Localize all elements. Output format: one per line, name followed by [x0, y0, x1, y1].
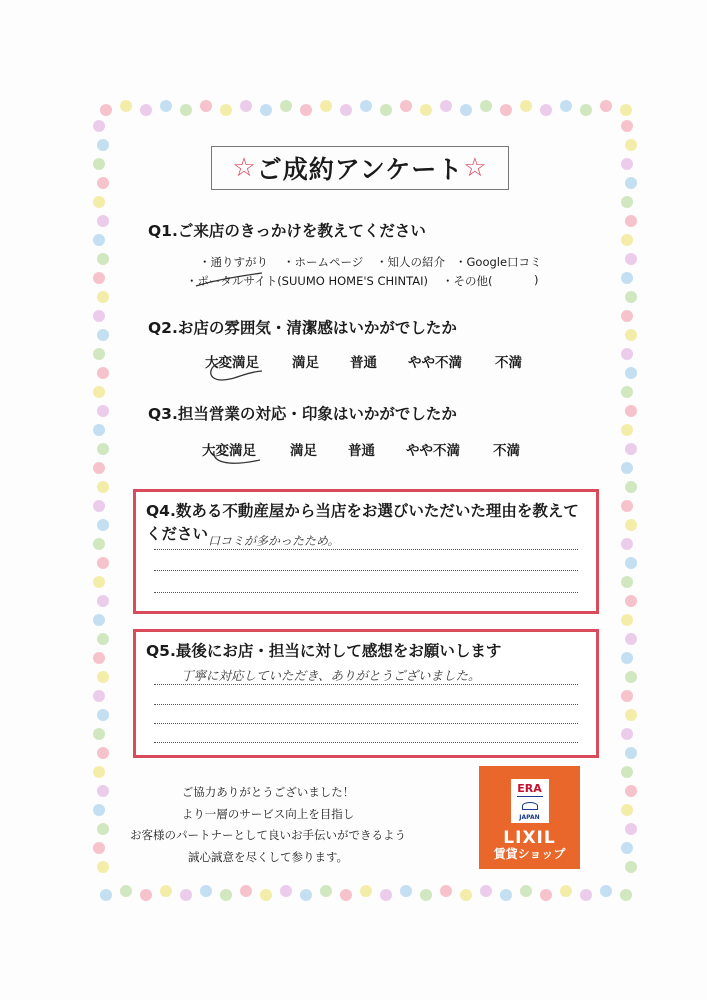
q1-question: Q1.ご来店のきっかけを教えてください [148, 222, 426, 240]
q5-handwritten-answer: 丁寧に対応していただき、ありがとうございました。 [181, 668, 481, 683]
q4-question-line2: ください [146, 525, 209, 543]
era-text: ERA [517, 782, 542, 795]
q2-rating-somewhat-dissatisfied: やや不満 [408, 355, 462, 371]
logo-brand: LIXIL [503, 828, 556, 848]
thanks-line: 誠心誠意を尽くして参ります。 [187, 849, 349, 864]
q3-rating-very-satisfied: 大変満足 [202, 443, 256, 459]
q2-question: Q2.お店の雰囲気・清潔感はいかがでしたか [148, 319, 457, 337]
q4-handwritten-answer: 口コミが多かったため。 [208, 534, 340, 548]
thanks-line: より一層のサービス向上を目指し [181, 806, 355, 821]
thanks-line: ご協力ありがとうございました！ [181, 785, 355, 799]
q2-rating-very-satisfied: 大変満足 [205, 355, 259, 371]
q1-option-other: ・その他( [442, 274, 493, 288]
thanks-line: お客様のパートナーとして良いお手伝いができるよう [130, 828, 406, 842]
q1-option-homepage: ・ホームページ [283, 255, 364, 269]
q2-selection-mark [211, 362, 262, 380]
q2-rating-satisfied: 満足 [292, 355, 319, 371]
q1-option-google: ・Google口コミ [455, 255, 542, 269]
q4-question-line1: Q4.数ある不動産屋から当店をお選びいただいた理由を教えて [146, 502, 579, 520]
q3-selection-mark [214, 451, 260, 463]
q5-question: Q5.最後にお店・担当に対して感想をお願いします [146, 642, 502, 660]
era-japan-text: JAPAN [519, 814, 540, 821]
q2-rating-dissatisfied: 不満 [495, 355, 522, 371]
q1-option-referral: ・知人の紹介 [376, 255, 445, 269]
q1-option-walkby: ・通りすがり [199, 255, 268, 269]
logo-shop: 賃貸ショップ [493, 847, 566, 861]
q3-rating-somewhat-dissatisfied: やや不満 [406, 443, 460, 459]
q1-option-other-close: ) [534, 273, 539, 287]
title-text: ご成約アンケート [256, 155, 464, 184]
q2-rating-neutral: 普通 [350, 355, 377, 371]
star-icon: ☆ [463, 153, 488, 183]
q3-rating-dissatisfied: 不満 [493, 443, 520, 459]
star-icon: ☆ [232, 153, 257, 183]
q3-rating-neutral: 普通 [348, 443, 375, 459]
q3-question: Q3.担当営業の対応・印象はいかがでしたか [148, 405, 457, 423]
portal-check-mark [196, 273, 262, 286]
q3-rating-satisfied: 満足 [290, 443, 317, 459]
q1-option-portal: ・ポータルサイト(SUUMO HOME'S CHINTAI) [186, 274, 428, 288]
